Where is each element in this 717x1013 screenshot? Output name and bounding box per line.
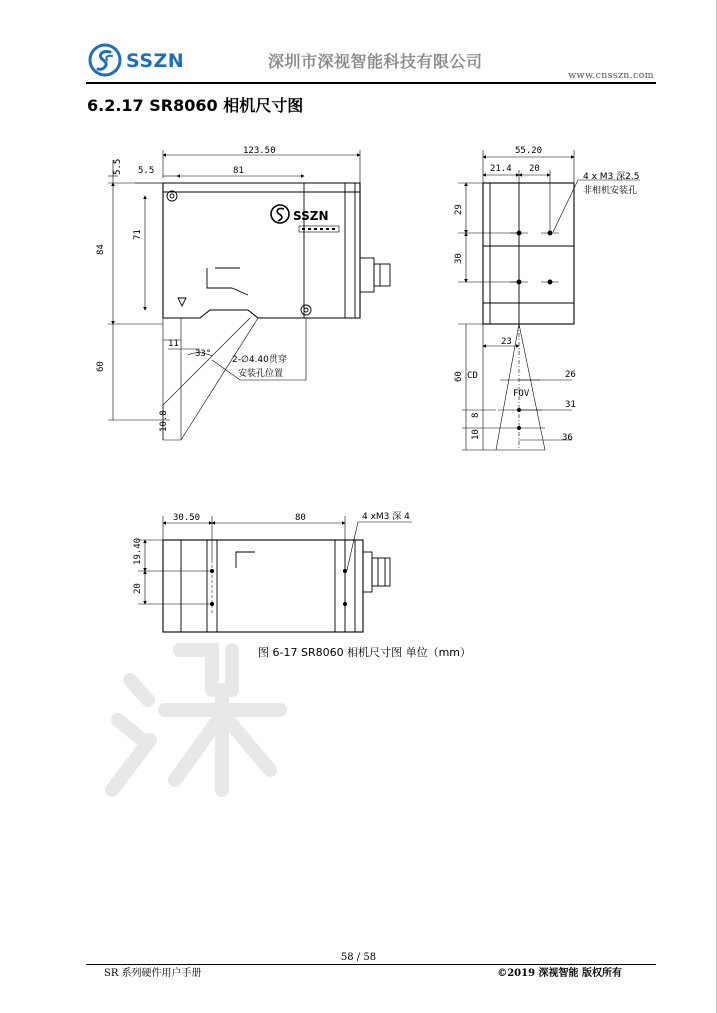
logo-text: SSZN (126, 50, 185, 72)
front-note-line1: 4 x M3 深2.5 (583, 172, 640, 182)
dim-8: 8 (471, 412, 481, 418)
dim-84: 84 (96, 244, 106, 255)
body-logo-text: SSZN (293, 209, 329, 223)
dim-11: 11 (168, 339, 179, 349)
dim-55-20: 55.20 (515, 146, 543, 156)
dim-20-top: 20 (133, 583, 143, 594)
side-view-drawing (108, 150, 390, 440)
dim-31: 31 (565, 400, 576, 410)
dim-30-50: 30.50 (173, 513, 201, 523)
dim-81: 81 (233, 166, 244, 176)
cd-label: CD (467, 371, 478, 381)
dim-10-8: 10.8 (159, 410, 169, 432)
body-logo (271, 205, 339, 232)
dim-10: 10 (471, 429, 481, 440)
footer-copyright: ©2019 深视智能 版权所有 (497, 968, 622, 979)
dim-123-50: 123.50 (243, 146, 276, 156)
dim-20-front: 20 (529, 164, 540, 174)
dim-19-40: 19.40 (133, 537, 143, 565)
holes-note-line2: 安装孔位置 (238, 369, 284, 379)
top-view-drawing (138, 516, 412, 632)
figure-caption: 图 6-17 SR8060 相机尺寸图 单位（mm） (258, 646, 472, 659)
dim-33-deg: 33° (195, 349, 212, 359)
dim-60-side: 60 (96, 361, 106, 372)
watermark (112, 650, 280, 790)
dim-26: 26 (565, 370, 576, 380)
dim-80: 80 (295, 513, 306, 523)
dim-5-5-left: 5.5 (138, 166, 155, 176)
front-note-line2: 非相机安装孔 (583, 186, 638, 196)
company-name: 深圳市深视智能科技有限公司 (268, 52, 483, 71)
dim-29: 29 (454, 204, 464, 215)
dim-23: 23 (501, 337, 512, 347)
dim-21-4: 21.4 (490, 164, 512, 174)
holes-note-line1: 2-∅4.40贯穿 (232, 355, 287, 365)
dim-36: 36 (562, 433, 573, 443)
page-number: 58 / 58 (340, 952, 377, 963)
dim-5-5-top: 5.5 (113, 158, 123, 175)
dim-71: 71 (133, 229, 143, 240)
footer-manual-title: SR 系列硬件用户手册 (104, 968, 202, 979)
top-note: 4 xM3 深 4 (362, 512, 410, 522)
dim-30: 30 (454, 253, 464, 264)
section-title: 6.2.17 SR8060 相机尺寸图 (87, 96, 304, 115)
dim-60-front: 60 (454, 371, 464, 382)
fov-label: FOV (513, 389, 530, 399)
website-url: www.cnsszn.com (568, 70, 654, 81)
